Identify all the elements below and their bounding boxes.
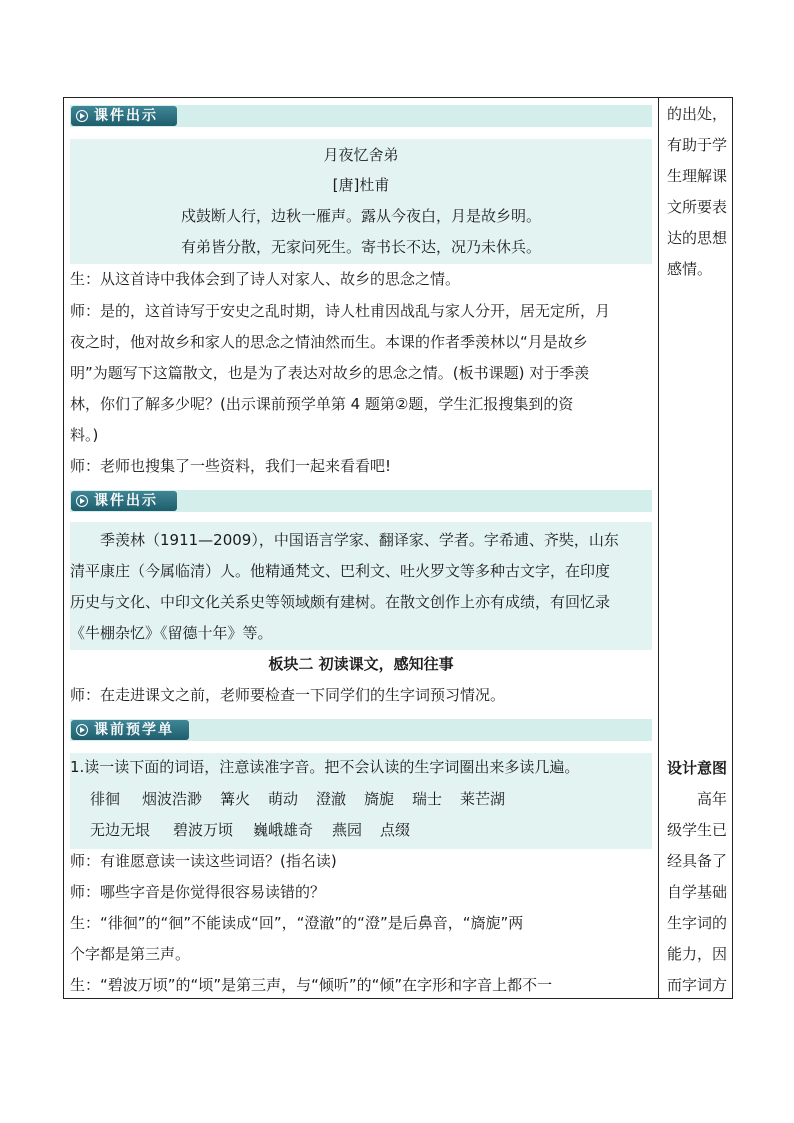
side-note-line: 高年 <box>697 790 728 808</box>
section-tag: 课前预学单 <box>71 720 189 740</box>
vocab-word: 无边无垠 <box>90 821 151 839</box>
side-note-line: 而字词方 <box>667 976 728 994</box>
poem-line-1: 戍鼓断人行，边秋一雁声。露从今夜白，月是故乡明。 <box>180 207 541 225</box>
side-note-line: 生字词的 <box>667 914 728 932</box>
bio-line: 季羡林（1911—2009），中国语言学家、翻译家、学者。字希逋、齐奘，山东 <box>100 531 619 549</box>
side-note-line: 经具备了 <box>667 852 728 870</box>
poem-box <box>70 139 652 264</box>
side-note-line: 的出处， <box>667 105 728 123</box>
vocab-word: 莱芒湖 <box>460 790 506 808</box>
side-note-line: 达的思想 <box>667 229 728 247</box>
vocab-word: 澄澈 <box>316 790 347 808</box>
dialogue-line: 明”为题写下这篇散文，也是为了表达对故乡的思念之情。(板书课题) 对于季羡 <box>70 364 590 382</box>
vocab-word: 燕园 <box>332 821 363 839</box>
vocab-word: 旖旎 <box>364 790 395 808</box>
vocab-word: 瑞士 <box>412 790 443 808</box>
side-note-line: 能力，因 <box>667 945 728 963</box>
dialogue-line: 林，你们了解多少呢？(出示课前预学单第 4 题第②题，学生汇报搜集到的资 <box>70 395 574 413</box>
side-note-line: 有助于学 <box>667 136 728 154</box>
dialogue-line: 师：老师也搜集了一些资料，我们一起来看看吧! <box>70 457 392 475</box>
poem-title: 月夜忆舍弟 <box>323 146 399 164</box>
vocab-word: 烟波浩渺 <box>142 790 203 808</box>
side-note-line: 生理解课 <box>667 167 728 185</box>
dialogue-line: 夜之时，他对故乡和家人的思念之情油然而生。本课的作者季羡林以“月是故乡 <box>70 333 588 351</box>
block-title: 板块二 初读课文，感知往事 <box>268 655 454 673</box>
dialogue-line: 个字都是第三声。 <box>70 945 191 963</box>
play-icon <box>76 495 88 507</box>
section-header-courseware-2 <box>70 490 652 512</box>
poem-line-2: 有弟皆分散，无家问死生。寄书长不达，况乃未休兵。 <box>180 238 541 256</box>
main-column <box>64 98 658 998</box>
dialogue-line: 师：哪些字音是你觉得很容易读错的？ <box>70 883 326 901</box>
vocab-word: 篝火 <box>220 790 251 808</box>
vocab-word: 碧波万顷 <box>173 821 234 839</box>
side-note-line: 感情。 <box>667 260 713 278</box>
design-intent-title: 设计意图 <box>667 759 728 777</box>
vocab-word: 萌动 <box>268 790 299 808</box>
vocab-word: 巍峨雄奇 <box>253 821 314 839</box>
play-icon <box>76 110 88 122</box>
bio-line: 历史与文化、中印文化关系史等领域颇有建树。在散文创作上亦有成绩，有回忆录 <box>70 593 611 611</box>
dialogue-line: 师：有谁愿意读一读这些词语？(指名读) <box>70 852 337 870</box>
lesson-plan-table <box>63 97 733 999</box>
exercise-instruction: 1.读一读下面的词语，注意读准字音。把不会认读的生字词圈出来多读几遍。 <box>70 758 580 776</box>
vocab-word: 徘徊 <box>90 790 121 808</box>
play-icon <box>76 724 88 736</box>
section-header-preview-sheet <box>70 719 652 741</box>
side-notes-column <box>659 98 732 998</box>
poem-author: [唐]杜甫 <box>332 176 390 194</box>
side-note-line: 自学基础 <box>667 883 728 901</box>
bio-line: 《牛棚杂忆》《留德十年》等。 <box>70 624 273 642</box>
dialogue-line: 料。) <box>70 426 99 444</box>
section-tag: 课件出示 <box>71 106 177 126</box>
bio-box <box>70 522 652 650</box>
dialogue-line: 生：“碧波万顷”的“顷”是第三声，与“倾听”的“倾”在字形和字音上都不一 <box>70 976 553 994</box>
dialogue-line: 生：“徘徊”的“徊”不能读成“回”，“澄澈”的“澄”是后鼻音，“旖旎”两 <box>70 914 524 932</box>
dialogue-line: 生：从这首诗中我体会到了诗人对家人、故乡的思念之情。 <box>70 270 461 288</box>
dialogue-line: 师：是的，这首诗写于安史之乱时期，诗人杜甫因战乱与家人分开，居无定所，月 <box>70 302 611 320</box>
bio-line: 清平康庄（今属临清）人。他精通梵文、巴利文、吐火罗文等多种古文字，在印度 <box>70 562 611 580</box>
section-tag: 课件出示 <box>71 491 177 511</box>
exercise-box <box>70 753 652 849</box>
side-note-line: 级学生已 <box>667 821 728 839</box>
vocab-word: 点缀 <box>380 821 411 839</box>
teacher-intro: 师：在走进课文之前，老师要检查一下同学们的生字词预习情况。 <box>70 686 506 704</box>
side-note-line: 文所要表 <box>667 198 728 216</box>
section-header-courseware-1 <box>70 105 652 127</box>
